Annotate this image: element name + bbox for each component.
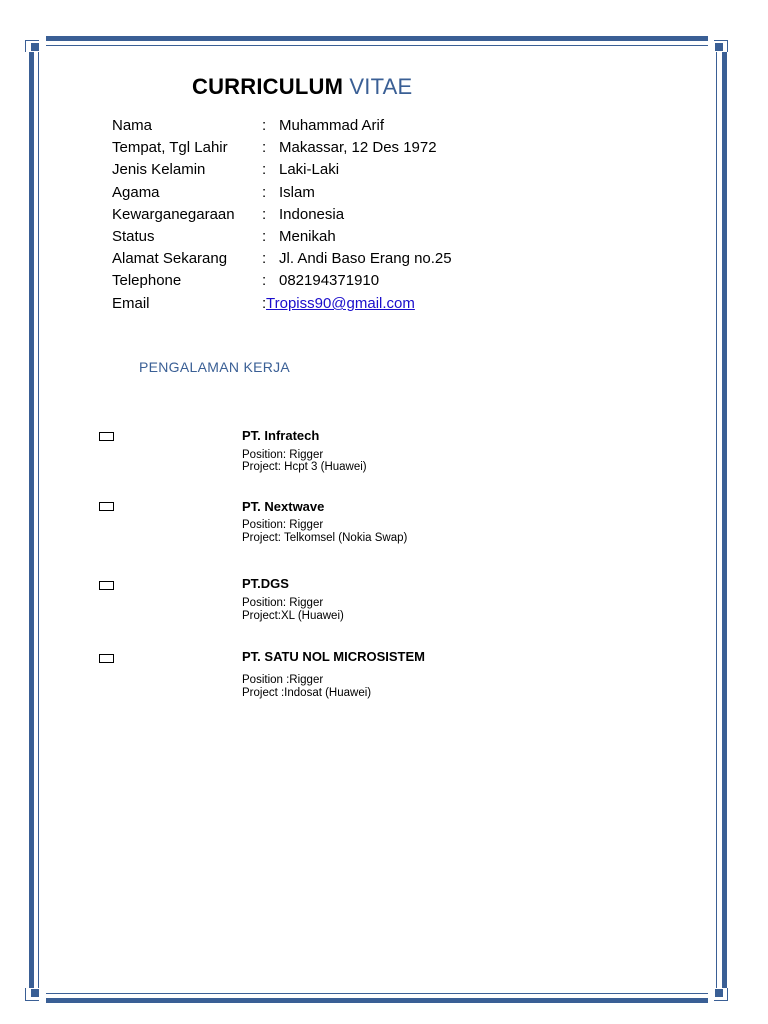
info-label: Status (112, 228, 155, 245)
info-value: Islam (279, 184, 315, 201)
job-position: Position: Rigger (242, 519, 324, 531)
job-project: Project:XL (Huawei) (242, 610, 344, 622)
info-label: Telephone (112, 272, 182, 289)
checkbox-icon (99, 581, 114, 590)
checkbox-icon (99, 432, 114, 441)
info-colon: : (262, 161, 267, 178)
info-colon: : (262, 117, 267, 134)
info-value: Menikah (279, 228, 336, 245)
info-colon: : (262, 184, 267, 201)
email-link[interactable]: Tropiss90@gmail.com (266, 295, 415, 312)
info-label: Alamat Sekarang (112, 250, 228, 267)
document-title (192, 74, 412, 100)
info-colon: : (262, 295, 267, 312)
job-position: Position :Rigger (242, 674, 324, 686)
job-position: Position: Rigger (242, 449, 324, 461)
job-position: Position: Rigger (242, 597, 324, 609)
title-part1: CURRICULUM (192, 74, 344, 99)
info-label: Email (112, 295, 150, 312)
info-colon: : (262, 228, 267, 245)
info-colon: : (262, 139, 267, 156)
title-part2: VITAE (349, 74, 413, 99)
job-project: Project :Indosat (Huawei) (242, 687, 372, 699)
info-label: Agama (112, 184, 160, 201)
section-title-work-experience: PENGALAMAN KERJA (139, 359, 291, 375)
info-label: Tempat, Tgl Lahir (112, 139, 228, 156)
info-colon: : (262, 250, 267, 267)
job-company: PT. Nextwave (242, 499, 325, 514)
info-label: Nama (112, 117, 153, 134)
info-colon: : (262, 206, 267, 223)
job-company: PT.DGS (242, 576, 289, 591)
checkbox-icon (99, 502, 114, 511)
job-project: Project: Hcpt 3 (Huawei) (242, 461, 367, 473)
info-value: Indonesia (279, 206, 345, 223)
info-value: Laki-Laki (279, 161, 340, 178)
job-project: Project: Telkomsel (Nokia Swap) (242, 532, 408, 544)
info-value: Muhammad Arif (279, 117, 385, 134)
info-value: 082194371910 (279, 272, 380, 289)
info-colon: : (262, 272, 267, 289)
info-value: Makassar, 12 Des 1972 (279, 139, 437, 156)
info-label: Kewarganegaraan (112, 206, 235, 223)
info-value: Jl. Andi Baso Erang no.25 (279, 250, 452, 267)
checkbox-icon (99, 654, 114, 663)
job-company: PT. SATU NOL MICROSISTEM (242, 649, 425, 664)
job-company: PT. Infratech (242, 428, 320, 443)
info-label: Jenis Kelamin (112, 161, 206, 178)
